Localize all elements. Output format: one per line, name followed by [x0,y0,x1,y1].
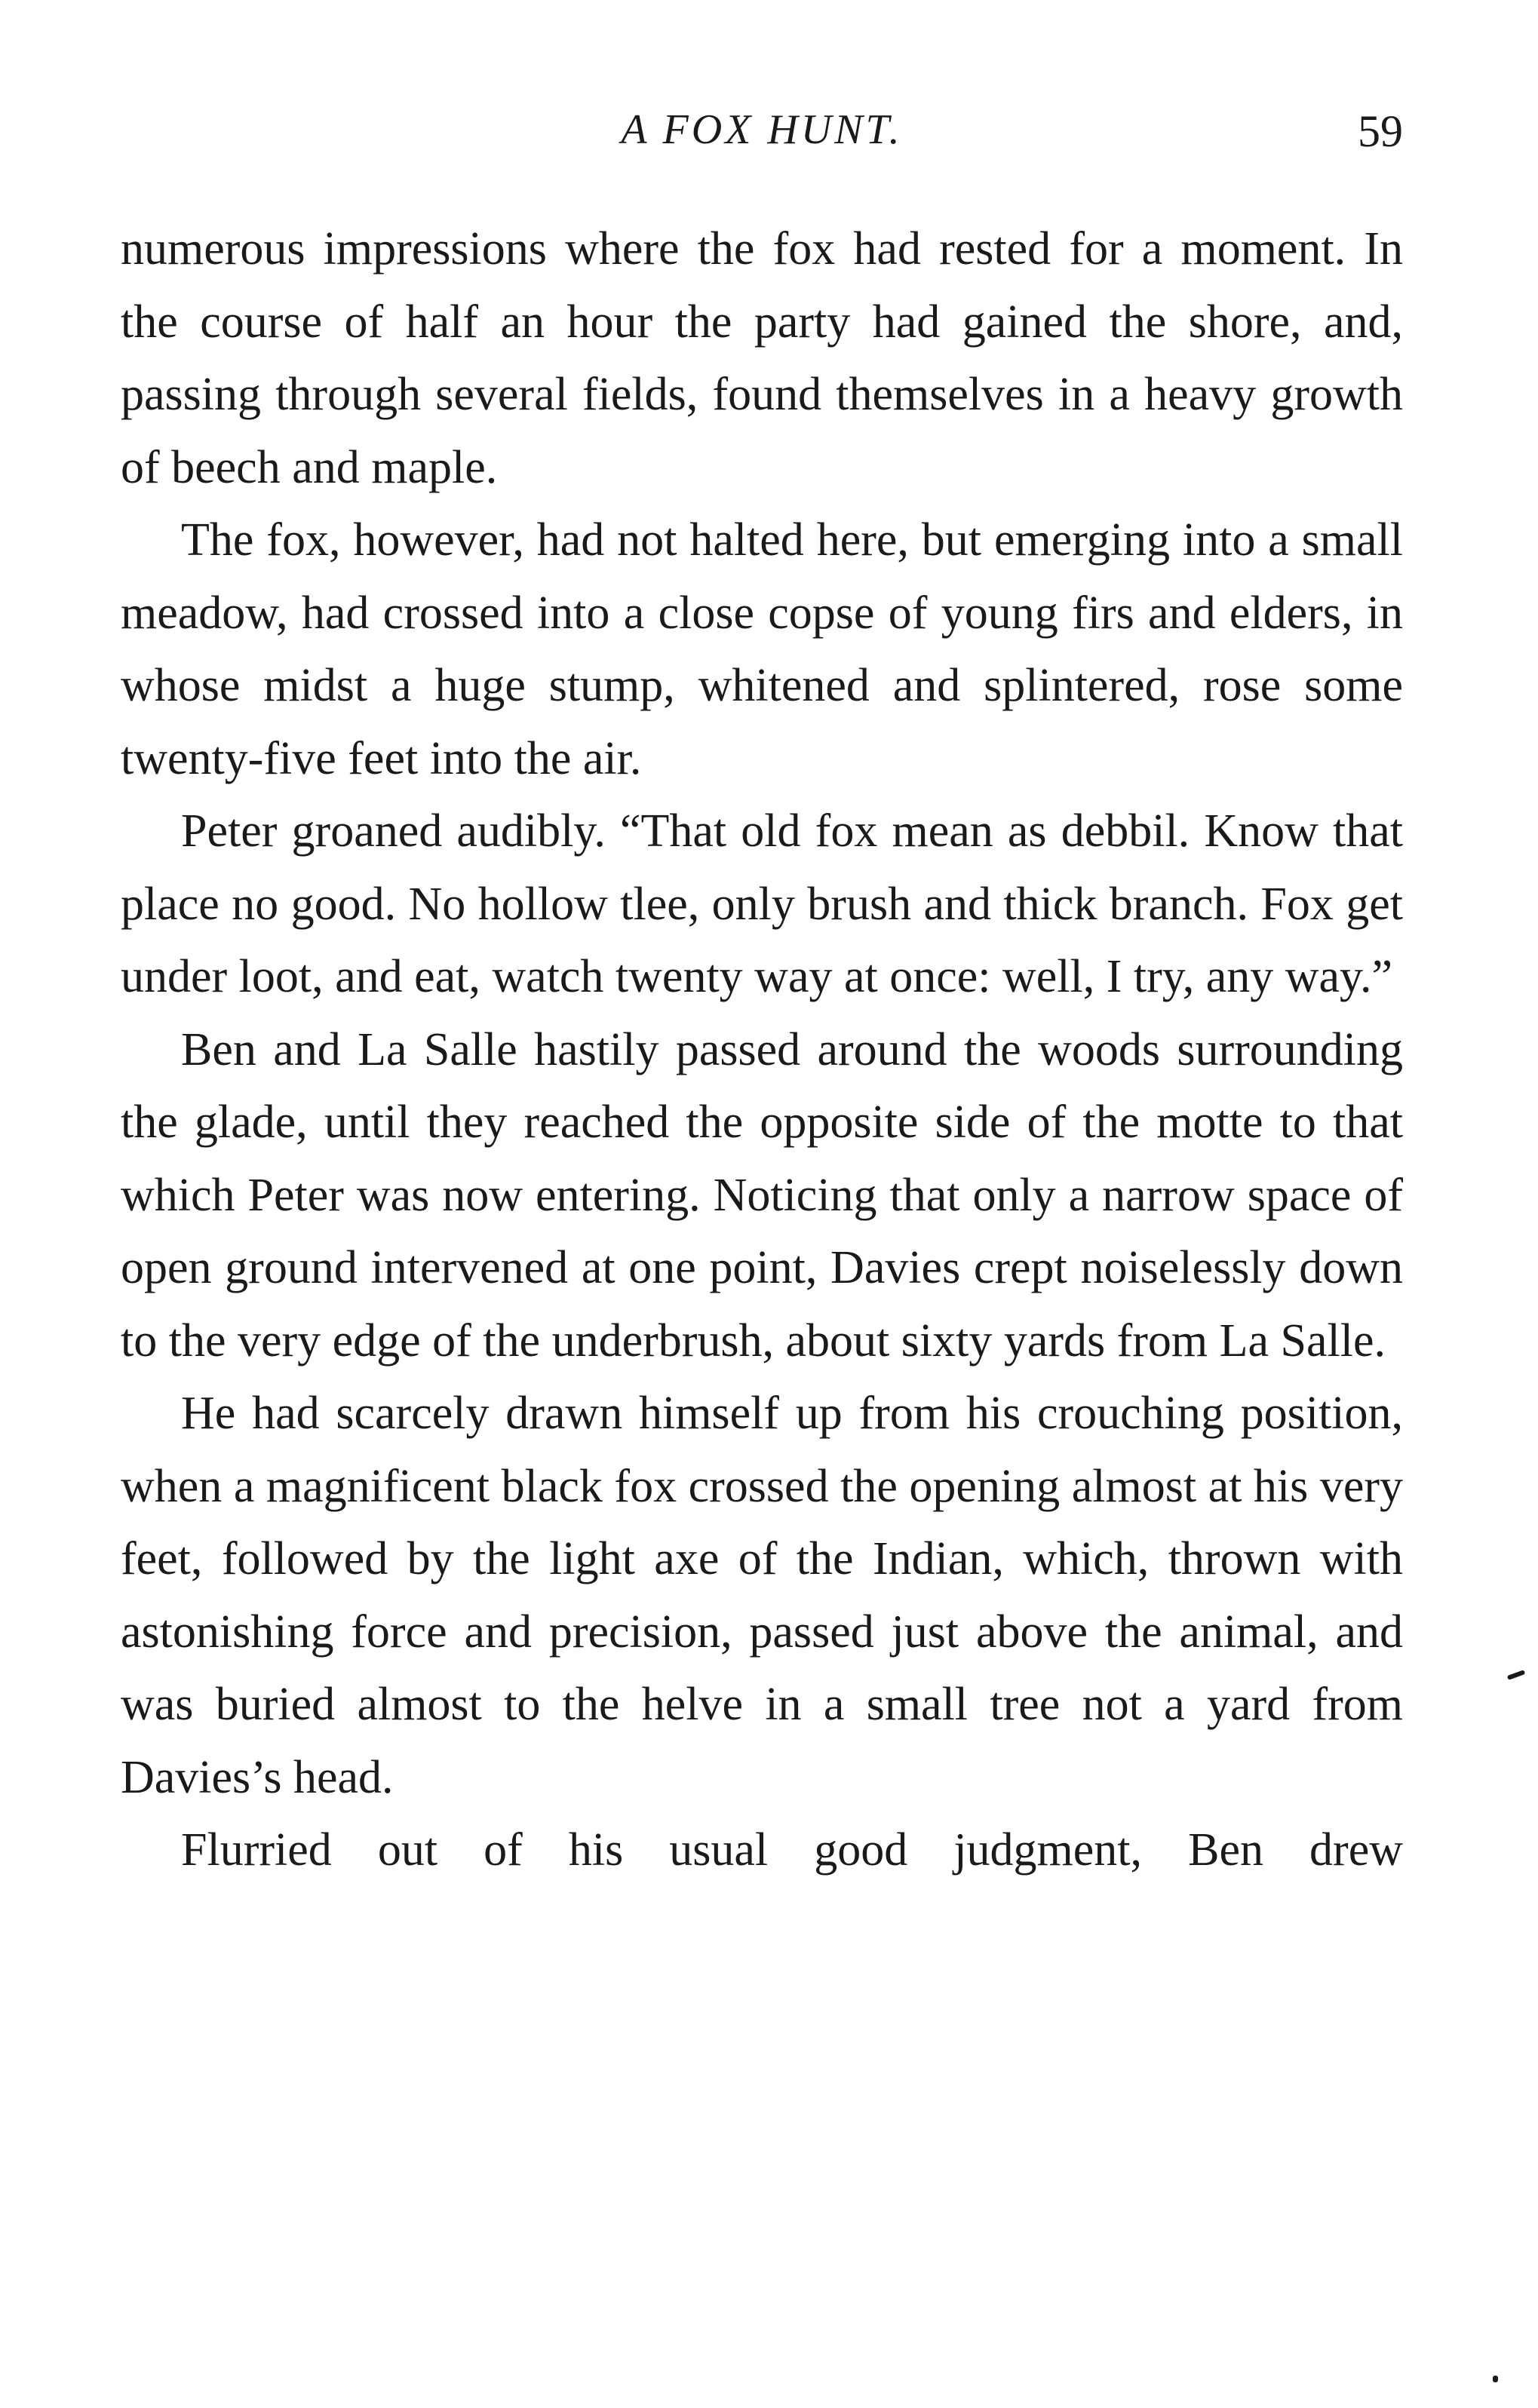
margin-ink-mark [1493,2376,1498,2382]
paragraph: Peter groaned audibly. “That old fox mean as debbil. Know that place no good. No hollow tlee, only brush and thick branch. Fox get under loot, and eat, watch twenty way at once: well, I try, any way.” [121,805,1403,1002]
paragraph: numerous impressions where the fox had rested for a moment. In the course of half an hour the party had gained the shore, and, passing through several fields, found themselves in a heavy growth of beech and maple. [121,223,1403,493]
body-text [121,213,1403,1887]
running-title: A FOX HUNT. [621,106,903,153]
paragraph: He had scarcely drawn himself up from his crouching position, when a magnificent black fox crossed the opening almost at his very feet, followed by the light axe of the Indian, which, thrown with astonishing force and precision, passed just above the animal, and was buried almost to the helve in a small tree not a yard from Davies’s head. [121,1388,1403,1803]
page-number: 59 [1358,106,1403,156]
paragraph: The fox, however, had not halted here, but emerging into a small meadow, had crossed into a close copse of young firs and elders, in whose midst a huge stump, whitened and splintered, rose some twenty-five feet into the air. [121,514,1403,784]
paragraph: Ben and La Salle hastily passed around the woods surrounding the glade, until they reached the opposite side of the motte to that which Peter was now entering. Noticing that only a narrow space of open ground intervened at one point, Davies crept noiselessly down to the very edge of the underbrush, about sixty yards from La Salle. [121,1023,1403,1367]
margin-ink-mark [1507,1670,1526,1680]
paragraph: Flurried out of his usual good judgment, Ben drew [181,1824,1403,1876]
running-head [121,106,1403,166]
